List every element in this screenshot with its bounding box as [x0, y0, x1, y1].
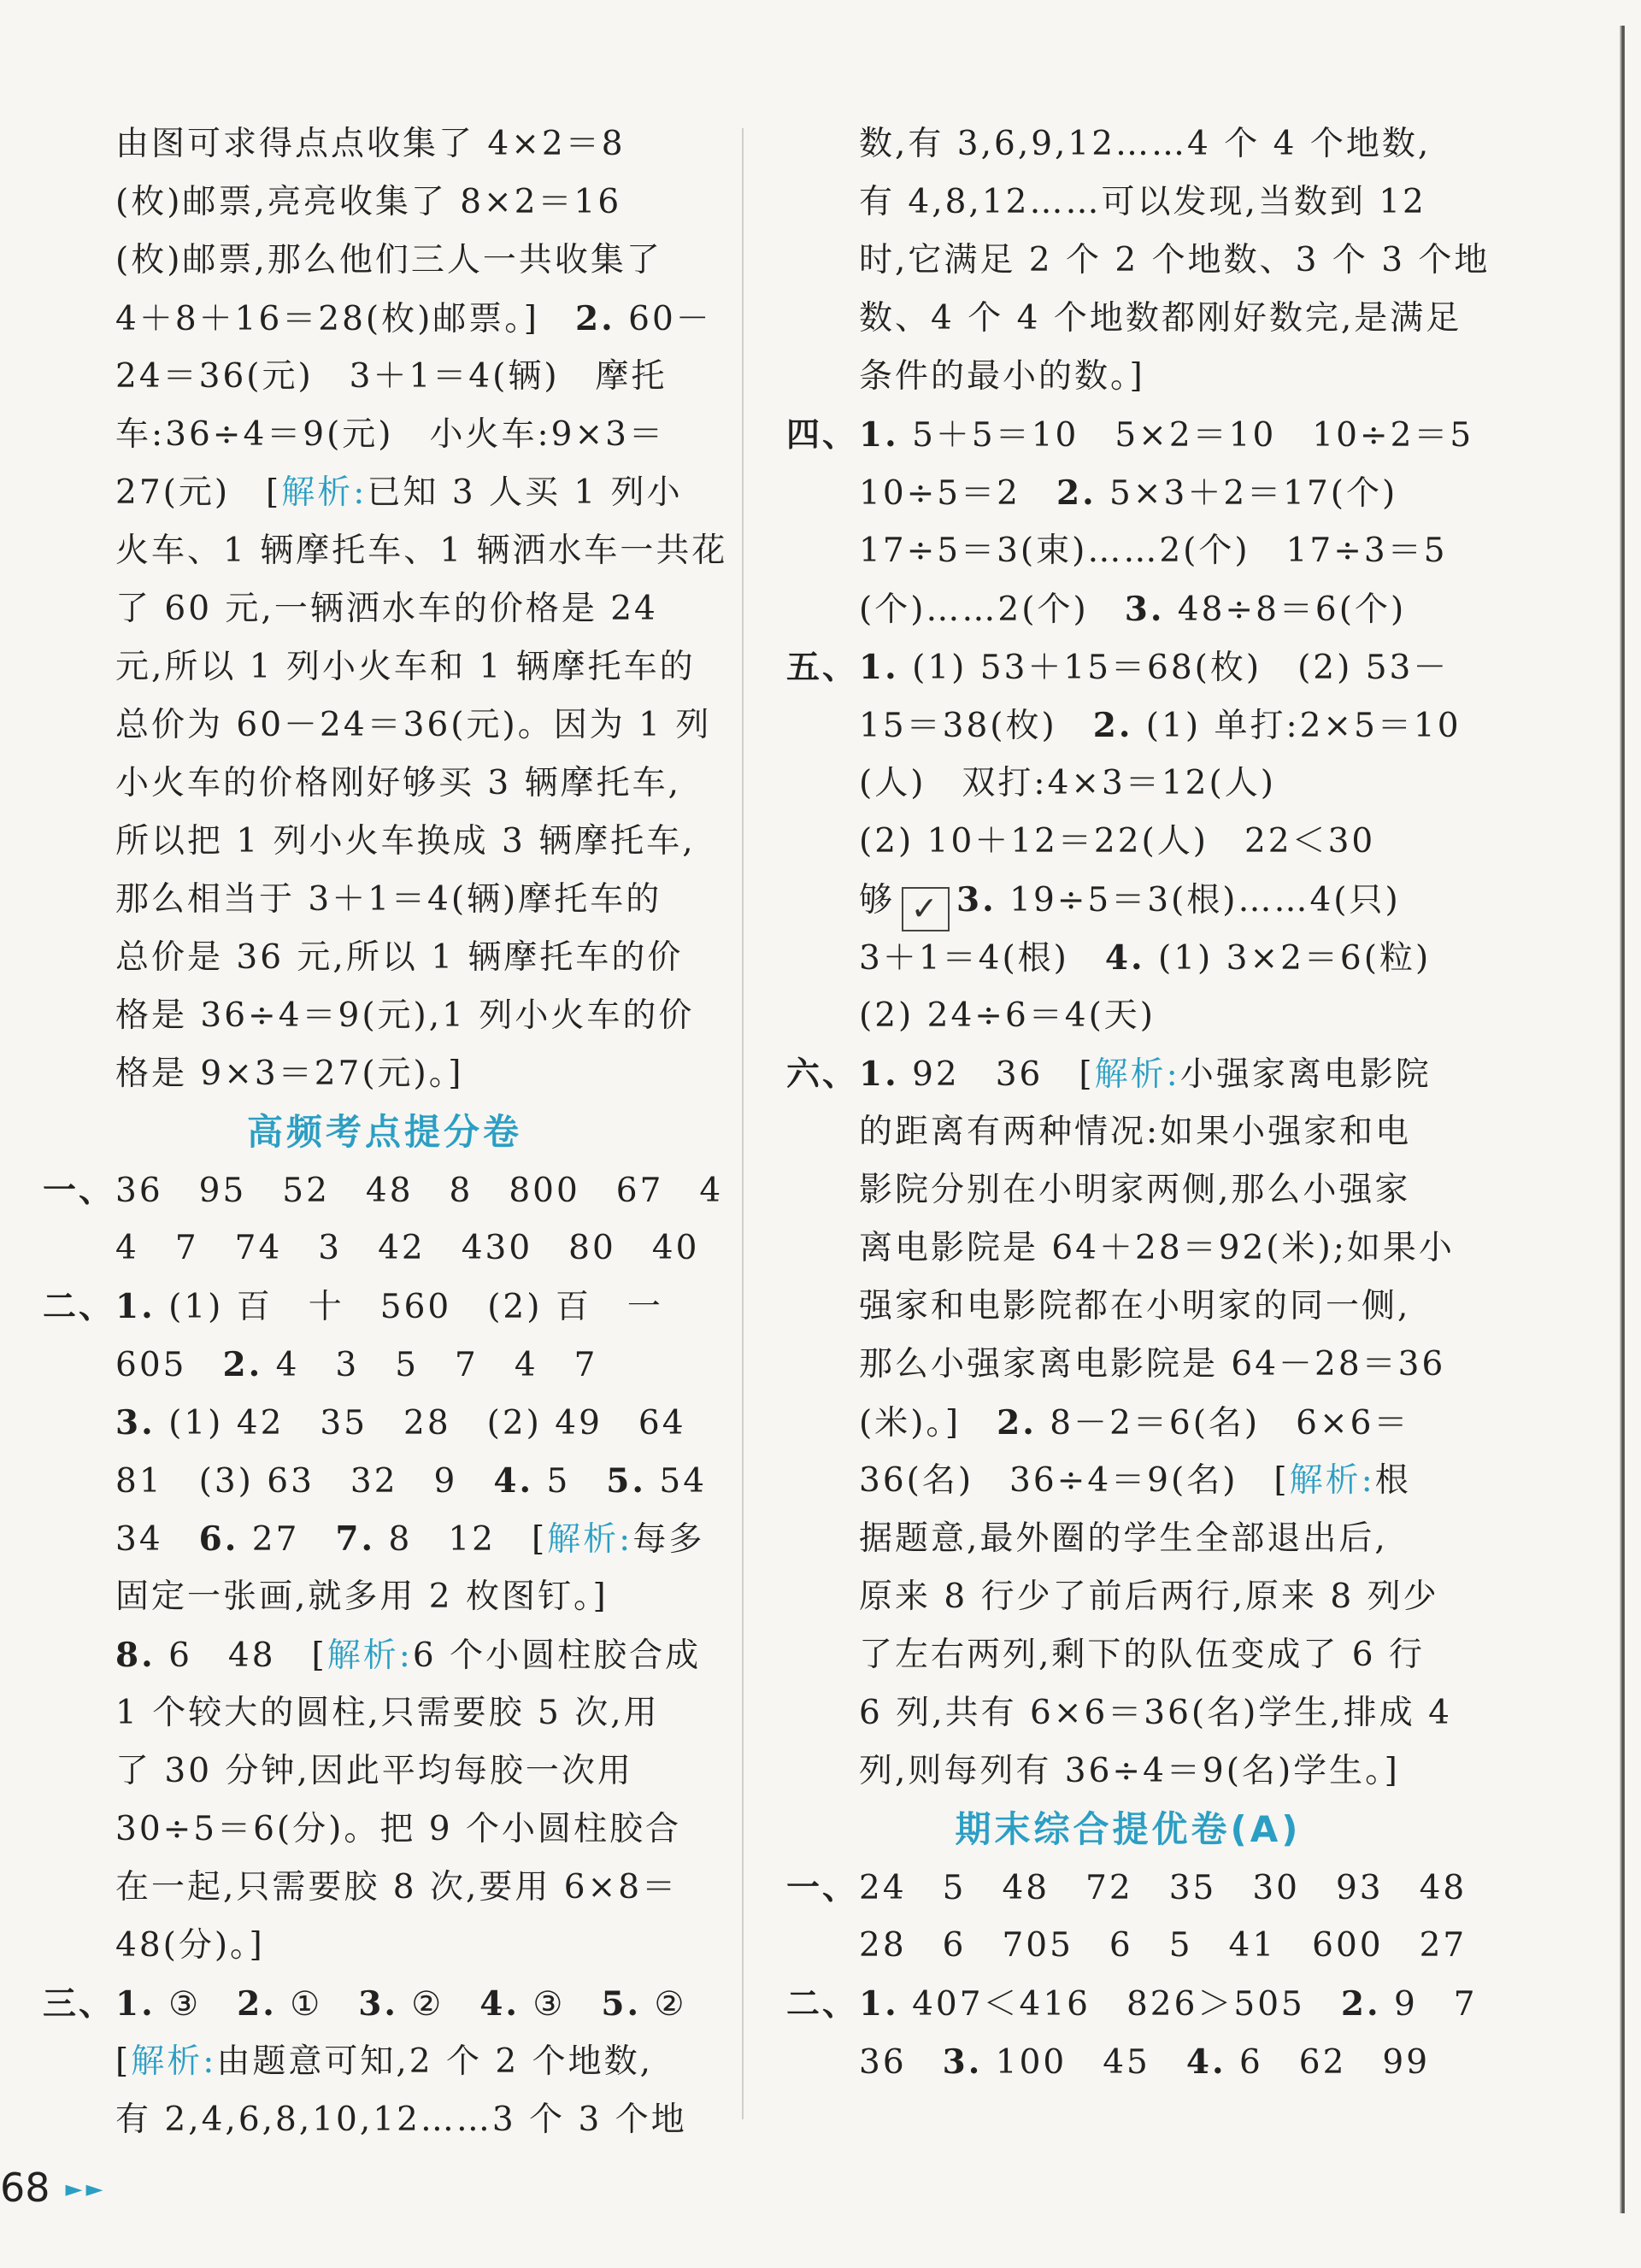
text-line: (个)……2(个) 3. 48÷8＝6(个) — [859, 590, 1407, 629]
text-line: 36 3. 100 45 4. 6 62 99 — [859, 2042, 1431, 2082]
page-edge-shadow — [1620, 26, 1625, 2213]
column-divider — [742, 128, 744, 2119]
left-column — [43, 115, 726, 2149]
text-line: (米)。] 2. 8－2＝6(名) 6×6＝ — [859, 1403, 1410, 1442]
arrow-icon: ►► — [65, 2177, 107, 2202]
text-line: 一、36 95 52 48 8 800 67 4 — [43, 1171, 724, 1210]
text-line: 影院分别在小明家两侧,那么小强家 — [859, 1171, 1411, 1209]
text-line: 六、1. 92 36 [解析:小强家离电影院 — [786, 1055, 1432, 1094]
text-line: 1 个较大的圆柱,只需要胶 5 次,用 — [115, 1694, 660, 1732]
checkbox-checked-icon: ✓ — [902, 887, 950, 931]
text-line: 3. (1) 42 35 28 (2) 49 64 — [115, 1403, 686, 1442]
page-footer — [0, 2153, 107, 2222]
text-line: 三、1. ③ 2. ① 3. ② 4. ③ 5. ② — [43, 1984, 687, 2024]
text-line: 36(名) 36÷4＝9(名) [解析:根 — [859, 1461, 1411, 1500]
text-line: 据题意,最外圈的学生全部退出后, — [859, 1519, 1388, 1558]
text-line-with-check — [786, 871, 1470, 929]
text-line: 28 6 705 6 5 41 600 27 — [859, 1926, 1467, 1965]
text-line: (人) 双打:4×3＝12(人) — [859, 764, 1276, 802]
text-line: (枚)邮票,亮亮收集了 8×2＝16 — [115, 183, 622, 221]
text-line: 17÷5＝3(束)……2(个) 17÷3＝5 — [859, 532, 1448, 570]
text-line: 4 7 74 3 42 430 80 40 — [115, 1229, 700, 1267]
text-line: (枚)邮票,那么他们三人一共收集了 — [115, 241, 662, 279]
text-line: 4＋8＋16＝28(枚)邮票。] 2. 60－ — [115, 299, 712, 338]
text-line: 34 6. 27 7. 8 12 [解析:每多 — [115, 1519, 705, 1559]
text-line: 6 列,共有 6×6＝36(名)学生,排成 4 — [859, 1694, 1452, 1732]
text-line: 小火车的价格刚好够买 3 辆摩托车, — [115, 764, 682, 802]
text-line: 605 2. 4 3 5 7 4 7 — [115, 1345, 598, 1384]
text-line: 的距离有两种情况:如果小强家和电 — [859, 1113, 1412, 1151]
text-line: 四、1. 5＋5＝10 5×2＝10 10÷2＝5 — [786, 415, 1474, 455]
text-line: 强家和电影院都在小明家的同一侧, — [859, 1287, 1411, 1325]
text-line: 五、1. (1) 53＋15＝68(枚) (2) 53－ — [786, 648, 1450, 687]
text-line: 车:36÷4＝9(元) 小火车:9×3＝ — [115, 415, 665, 454]
text-line: 由图可求得点点收集了 4×2＝8 — [115, 125, 626, 163]
text-line: 固定一张画,就多用 2 枚图钉。] — [115, 1578, 609, 1616]
text-line: 在一起,只需要胶 8 次,要用 6×8＝ — [115, 1868, 679, 1907]
text-line: 24＝36(元) 3＋1＝4(辆) 摩托 — [115, 357, 668, 396]
text-line: 总价是 36 元,所以 1 辆摩托车的价 — [115, 938, 684, 977]
text-line: 10÷5＝2 2. 5×3＋2＝17(个) — [859, 473, 1398, 513]
text-line: 所以把 1 列小火车换成 3 辆摩托车, — [115, 822, 696, 861]
text-line: 格是 9×3＝27(元)。] — [115, 1055, 464, 1093]
section-title-final-exam: 期末综合提优卷(A) — [955, 1808, 1302, 1850]
text-line: 时,它满足 2 个 2 个地数、3 个 3 个地 — [859, 241, 1491, 279]
text-line: 了 60 元,一辆洒水车的价格是 24 — [115, 590, 658, 628]
text-line: [解析:由题意可知,2 个 2 个地数, — [115, 2042, 653, 2081]
text-line: 48(分)。] — [115, 1926, 265, 1965]
text-line: 二、1. (1) 百 十 560 (2) 百 一 — [43, 1287, 663, 1326]
text-line: 数,有 3,6,9,12……4 个 4 个地数, — [859, 125, 1432, 163]
text-line: (2) 10＋12＝22(人) 22＜30 — [859, 822, 1376, 861]
text-line: 一、24 5 48 72 35 30 93 48 — [786, 1868, 1467, 1907]
text-fragment: 3. 19÷5＝3(根)……4(只) — [956, 880, 1401, 920]
text-line: 有 4,8,12……可以发现,当数到 12 — [859, 183, 1426, 221]
text-line: 那么相当于 3＋1＝4(辆)摩托车的 — [115, 880, 662, 919]
text-line: 81 (3) 63 32 9 4. 5 5. 54 — [115, 1461, 708, 1501]
text-line: 有 2,4,6,8,10,12……3 个 3 个地 — [115, 2101, 687, 2139]
text-line: 总价为 60－24＝36(元)。因为 1 列 — [115, 706, 712, 744]
text-line: (2) 24÷6＝4(天) — [859, 996, 1156, 1035]
text-line: 格是 36÷4＝9(元),1 列小火车的价 — [115, 996, 695, 1035]
text-line: 二、1. 407＜416 826＞505 2. 9 7 — [786, 1984, 1478, 2024]
text-line: 了 30 分钟,因此平均每胶一次用 — [115, 1752, 633, 1790]
right-column — [786, 115, 1491, 2091]
page-number: 68 — [0, 2165, 50, 2211]
text-line: 15＝38(枚) 2. (1) 单打:2×5＝10 — [859, 706, 1462, 745]
text-line: 3＋1＝4(根) 4. (1) 3×2＝6(粒) — [859, 938, 1432, 978]
enough-label: 够 — [859, 881, 896, 920]
section-title-high-frequency: 高频考点提分卷 — [246, 1111, 522, 1153]
text-line: 元,所以 1 列小火车和 1 辆摩托车的 — [115, 648, 696, 686]
text-line: 30÷5＝6(分)。把 9 个小圆柱胶合 — [115, 1810, 681, 1848]
text-line: 了左右两列,剩下的队伍变成了 6 行 — [859, 1636, 1426, 1674]
text-line: 27(元) [解析:已知 3 人买 1 列小 — [115, 473, 683, 512]
text-line: 列,则每列有 36÷4＝9(名)学生。] — [859, 1752, 1400, 1790]
text-line: 8. 6 48 [解析:6 个小圆柱胶合成 — [115, 1636, 702, 1675]
text-line: 离电影院是 64＋28＝92(米);如果小 — [859, 1229, 1455, 1267]
text-line: 火车、1 辆摩托车、1 辆洒水车一共花 — [115, 532, 728, 570]
text-line: 数、4 个 4 个地数都刚好数完,是满足 — [859, 299, 1462, 338]
text-line: 原来 8 行少了前后两行,原来 8 列少 — [859, 1578, 1439, 1616]
text-line: 那么小强家离电影院是 64－28＝36 — [859, 1345, 1446, 1384]
text-line: 条件的最小的数。] — [859, 357, 1145, 396]
